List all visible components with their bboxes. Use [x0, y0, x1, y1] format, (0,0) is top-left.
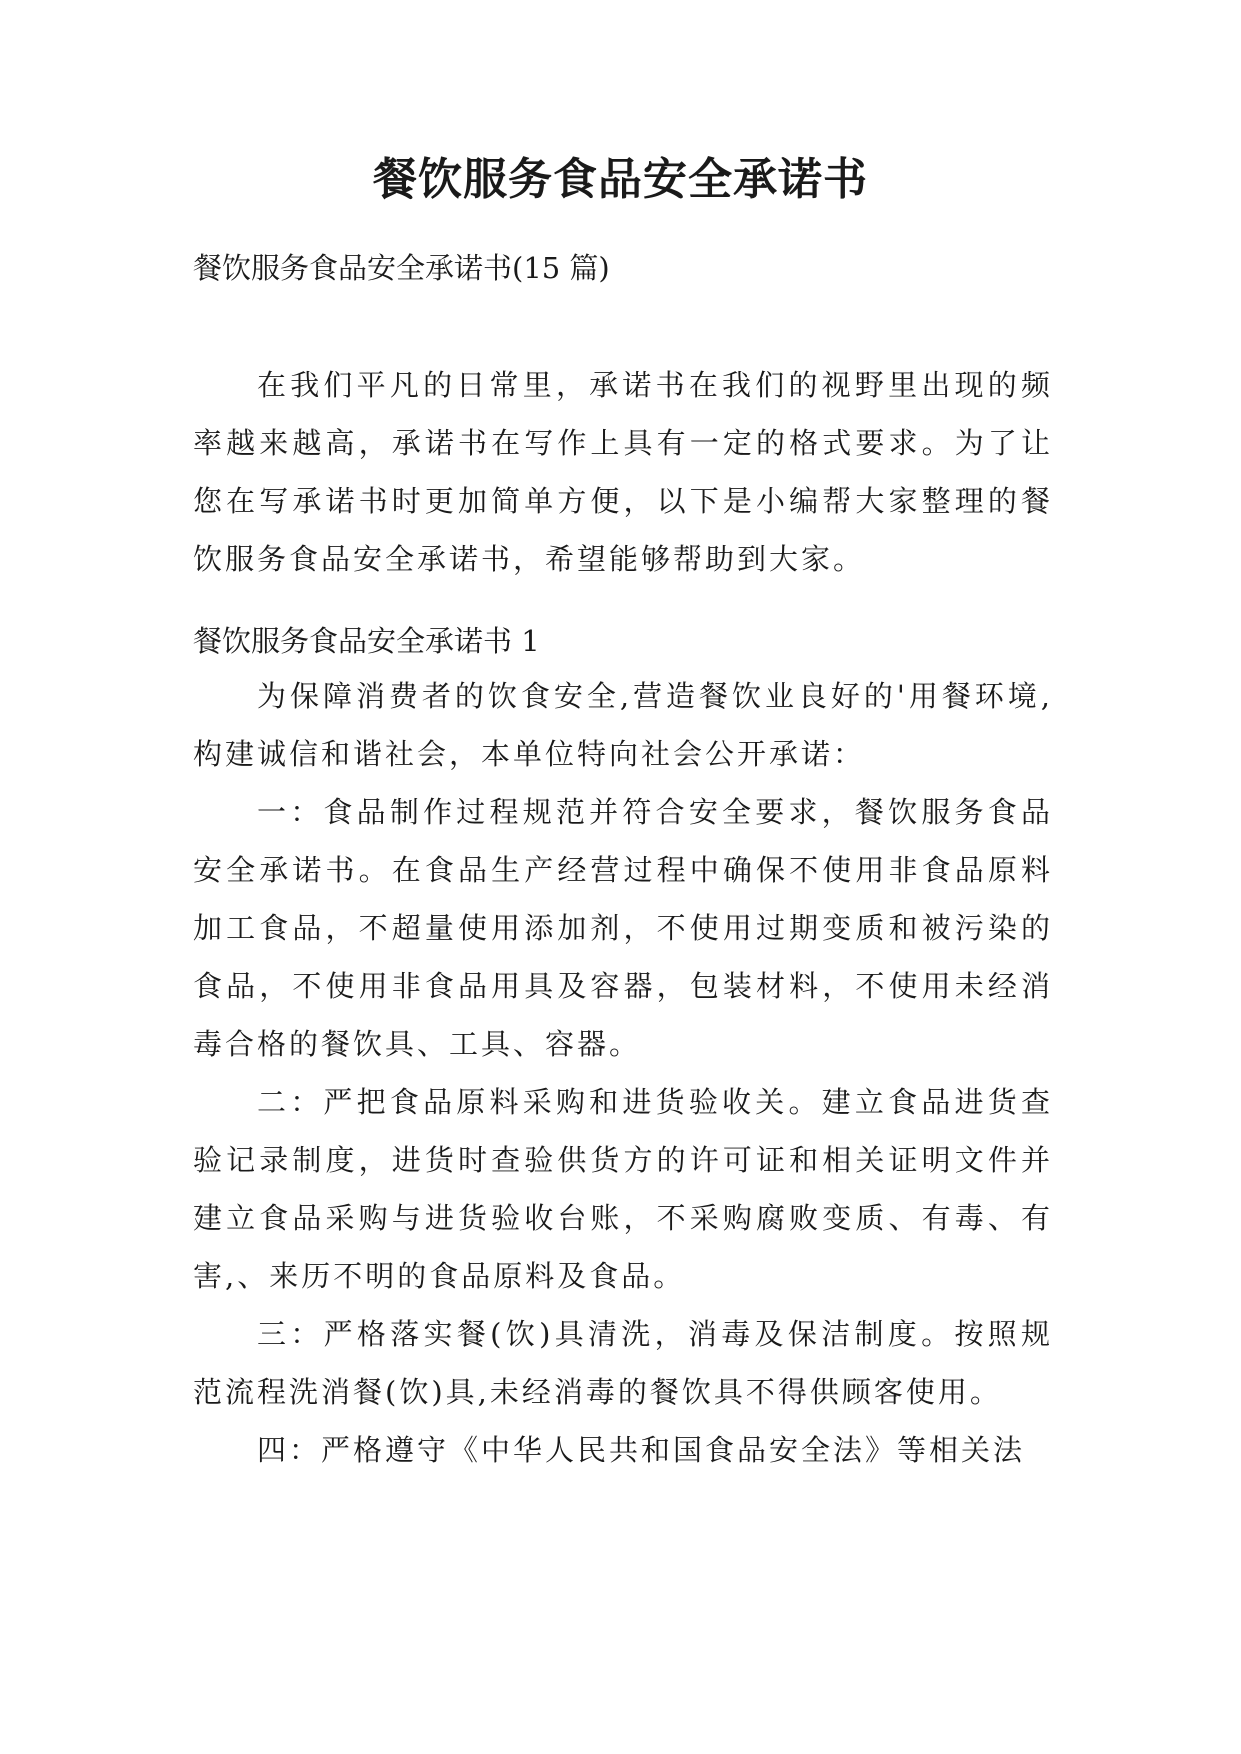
document-title: 餐饮服务食品安全承诺书 — [373, 154, 868, 205]
body-paragraph-three: 三：严格落实餐(饮)具清洗，消毒及保洁制度。按照规范流程洗消餐(饮)具,未经消毒的餐饮具不得供顾客使用。 — [193, 1317, 1053, 1409]
body-paragraph-four: 四：严格遵守《中华人民共和国食品安全法》等相关法 — [257, 1433, 1026, 1467]
section-heading: 餐饮服务食品安全承诺书 1 — [193, 624, 540, 658]
body-paragraph-intro: 为保障消费者的饮食安全,营造餐饮业良好的'用餐环境,构建诚信和谐社会，本单位特向社会公开承诺： — [193, 679, 1053, 771]
body-block — [193, 667, 1053, 1479]
body-paragraph-one: 一：食品制作过程规范并符合安全要求，餐饮服务食品安全承诺书。在食品生产经营过程中确保不使用非食品原料加工食品，不超量使用添加剂，不使用过期变质和被污染的食品，不使用非食品用具及容器，包装材料，不使用未经消毒合格的餐饮具、工具、容器。 — [193, 795, 1053, 1061]
document-subtitle: 餐饮服务食品安全承诺书(15 篇) — [193, 251, 610, 285]
intro-block — [193, 356, 1053, 588]
body-paragraph-two: 二：严把食品原料采购和进货验收关。建立食品进货查验记录制度，进货时查验供货方的许可证和相关证明文件并建立食品采购与进货验收台账，不采购腐败变质、有毒、有害,、来历不明的食品原料及食品。 — [193, 1085, 1053, 1293]
intro-paragraph: 在我们平凡的日常里，承诺书在我们的视野里出现的频率越来越高，承诺书在写作上具有一定的格式要求。为了让您在写承诺书时更加简单方便，以下是小编帮大家整理的餐饮服务食品安全承诺书，希望能够帮助到大家。 — [193, 368, 1053, 576]
